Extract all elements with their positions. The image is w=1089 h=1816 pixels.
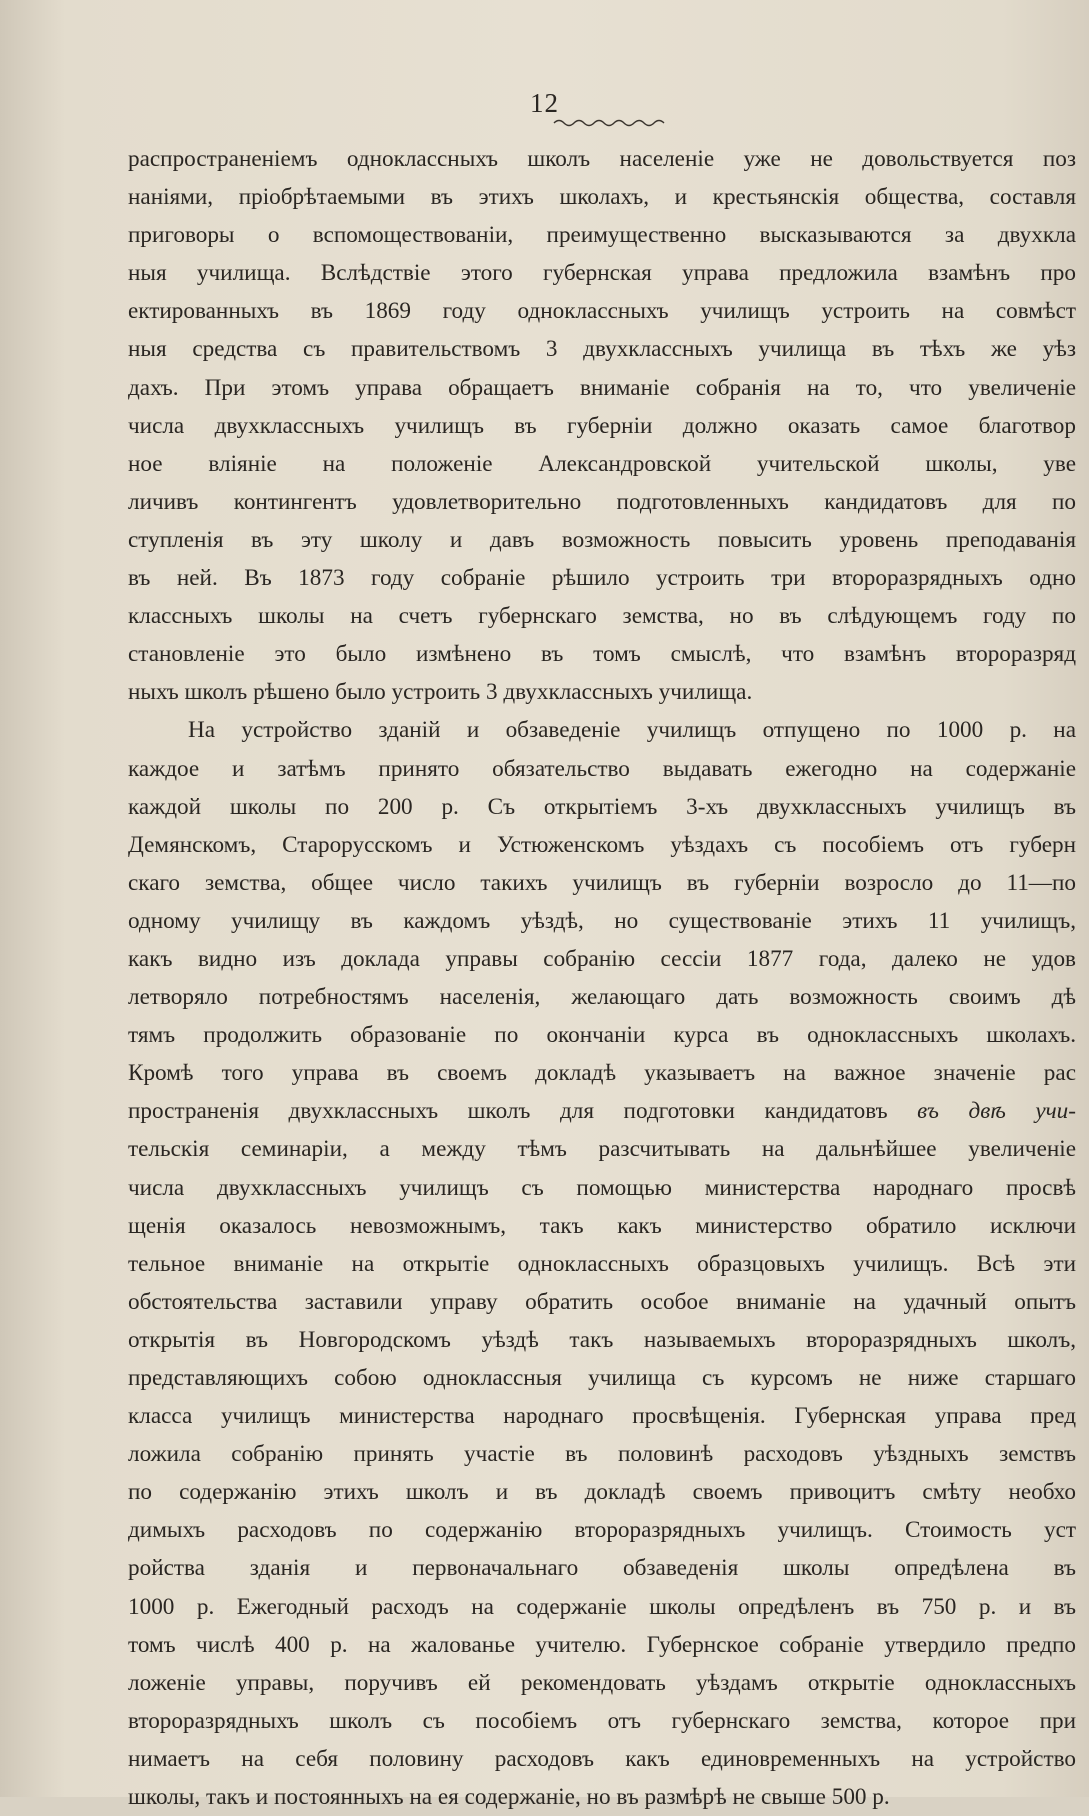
text-line: представляющихъ собою одноклассныя училища съ курсомъ не ниже старшаго: [128, 1365, 1076, 1391]
text-line: ектированныхъ въ 1869 году одноклассныхъ училищъ устроить на совмѣст: [128, 298, 1076, 325]
paragraph-start-line: На устройство зданій и обзаведеніе училищъ отпущено по 1000 р. на: [188, 717, 1076, 744]
text-line: Кромѣ того управа въ своемъ докладѣ указываетъ на важное значеніе рас: [128, 1060, 1076, 1087]
text-line: школы, такъ и постоянныхъ на ея содержаніе, но въ размѣрѣ не свыше 500 р.: [128, 1784, 890, 1811]
text-line: классныхъ школы на счетъ губернскаго земства, но въ слѣдующемъ году по: [128, 603, 1076, 630]
text-line: Демянскомъ, Старорусскомъ и Устюженскомъ уѣздахъ съ пособіемъ отъ губерн: [128, 831, 1076, 858]
text-line: тямъ продолжить образованіе по окончаніи курса въ одноклассныхъ школахъ.: [128, 1022, 1076, 1049]
text-line: каждое и затѣмъ принято обязательство выдавать ежегодно на содержаніе: [128, 755, 1076, 782]
text-line: ныя училища. Вслѣдствіе этого губернская управа предложила взамѣнъ про: [128, 260, 1076, 287]
text-line: каждой школы по 200 р. Съ открытіемъ 3-хъ двухклассныхъ училищъ въ: [128, 793, 1076, 820]
text-line-with-italic: [128, 1092, 1076, 1130]
text-line: димыхъ расходовъ по содержанію второразрядныхъ училищъ. Стоимость уст: [128, 1517, 1076, 1544]
text-line-part: пространенія двухклассныхъ школъ для подготовки кандидатовъ: [128, 1098, 888, 1125]
text-line: какъ видно изъ доклада управы собранію сессіи 1877 года, далеко не удов: [128, 945, 1076, 972]
page-number-ornament: [554, 118, 664, 128]
text-line: становленіе это было измѣнено въ томъ смыслѣ, что взамѣнъ второразряд: [128, 641, 1076, 668]
text-line: класса училищъ министерства народнаго просвѣщенія. Губернская управа пред: [128, 1403, 1076, 1430]
text-line: одному училищу въ каждомъ уѣздѣ, но существованіе этихъ 11 училищъ,: [128, 907, 1076, 934]
text-line: ныхъ школъ рѣшено было устроить 3 двухклассныхъ училища.: [128, 679, 753, 706]
text-line: въ ней. Въ 1873 году собраніе рѣшило устроить три второразрядныхъ одно: [128, 565, 1076, 592]
body-text: [128, 140, 1076, 1816]
text-line: тельное вниманіе на открытіе одноклассныхъ образцовыхъ училищъ. Всѣ эти: [128, 1250, 1076, 1277]
text-line: летворяло потребностямъ населенія, желающаго дать возможность своимъ дѣ: [128, 984, 1076, 1011]
text-line: скаго земства, общее число такихъ училищъ въ губерніи возросло до 11—по: [128, 869, 1076, 896]
text-line: личивъ контингентъ удовлетворительно подготовленныхъ кандидатовъ для по: [128, 488, 1076, 515]
text-line: ное вліяніе на положеніе Александровской учительской школы, уве: [128, 450, 1076, 477]
text-line: обстоятельства заставили управу обратить особое вниманіе на удачный опытъ: [128, 1288, 1076, 1315]
text-line: ныя средства съ правительствомъ 3 двухклассныхъ училища въ тѣхъ же уѣз: [128, 336, 1076, 363]
italic-fragment: въ двѣ учи-: [917, 1098, 1077, 1125]
text-line: щенія оказалось невозможнымъ, такъ какъ министерство обратило исключи: [128, 1212, 1076, 1239]
text-line: по содержанію этихъ школъ и въ докладѣ своемъ привоцитъ смѣту необхо: [128, 1479, 1076, 1506]
text-line: ложеніе управы, поручивъ ей рекомендовать уѣздамъ открытіе одноклассныхъ: [128, 1669, 1076, 1696]
text-line: ройства зданія и первоначальнаго обзаведенія школы опредѣлена въ: [128, 1555, 1076, 1582]
text-line: открытія въ Новгородскомъ уѣздѣ такъ называемыхъ второразрядныхъ школъ,: [128, 1326, 1076, 1353]
text-line: нимаетъ на себя половину расходовъ какъ единовременныхъ на устройство: [128, 1745, 1076, 1772]
text-line: 1000 р. Ежегодный расходъ на содержаніе школы опредѣленъ въ 750 р. и въ: [128, 1593, 1076, 1620]
text-line: второразрядныхъ школъ съ пособіемъ отъ губернскаго земства, которое при: [128, 1707, 1076, 1734]
text-line: числа двухклассныхъ училищъ въ губерніи должно оказать самое благотвор: [128, 412, 1076, 439]
text-line: ступленія въ эту школу и давъ возможность повысить уровень преподаванія: [128, 526, 1076, 553]
text-line: наніями, пріобрѣтаемыми въ этихъ школахъ, и крестьянскія общества, составля: [128, 184, 1076, 211]
text-line: числа двухклассныхъ училищъ съ помощью министерства народнаго просвѣ: [128, 1174, 1076, 1201]
text-line: тельскія семинаріи, а между тѣмъ разсчитывать на дальнѣйшее увеличеніе: [128, 1136, 1076, 1163]
page-number: 12: [530, 88, 559, 118]
text-line: томъ числѣ 400 р. на жалованье учителю. Губернское собраніе утвердило предпо: [128, 1631, 1076, 1658]
text-line: ложила собранію принять участіе въ половинѣ расходовъ уѣздныхъ земствъ: [128, 1441, 1076, 1468]
text-line: распространеніемъ одноклассныхъ школъ населеніе уже не довольствуется поз: [128, 146, 1076, 172]
text-line: приговоры о вспомоществованіи, преимущественно высказываются за двухкла: [128, 222, 1076, 249]
text-line: дахъ. При этомъ управа обращаетъ вниманіе собранія на то, что увеличеніе: [128, 374, 1076, 401]
